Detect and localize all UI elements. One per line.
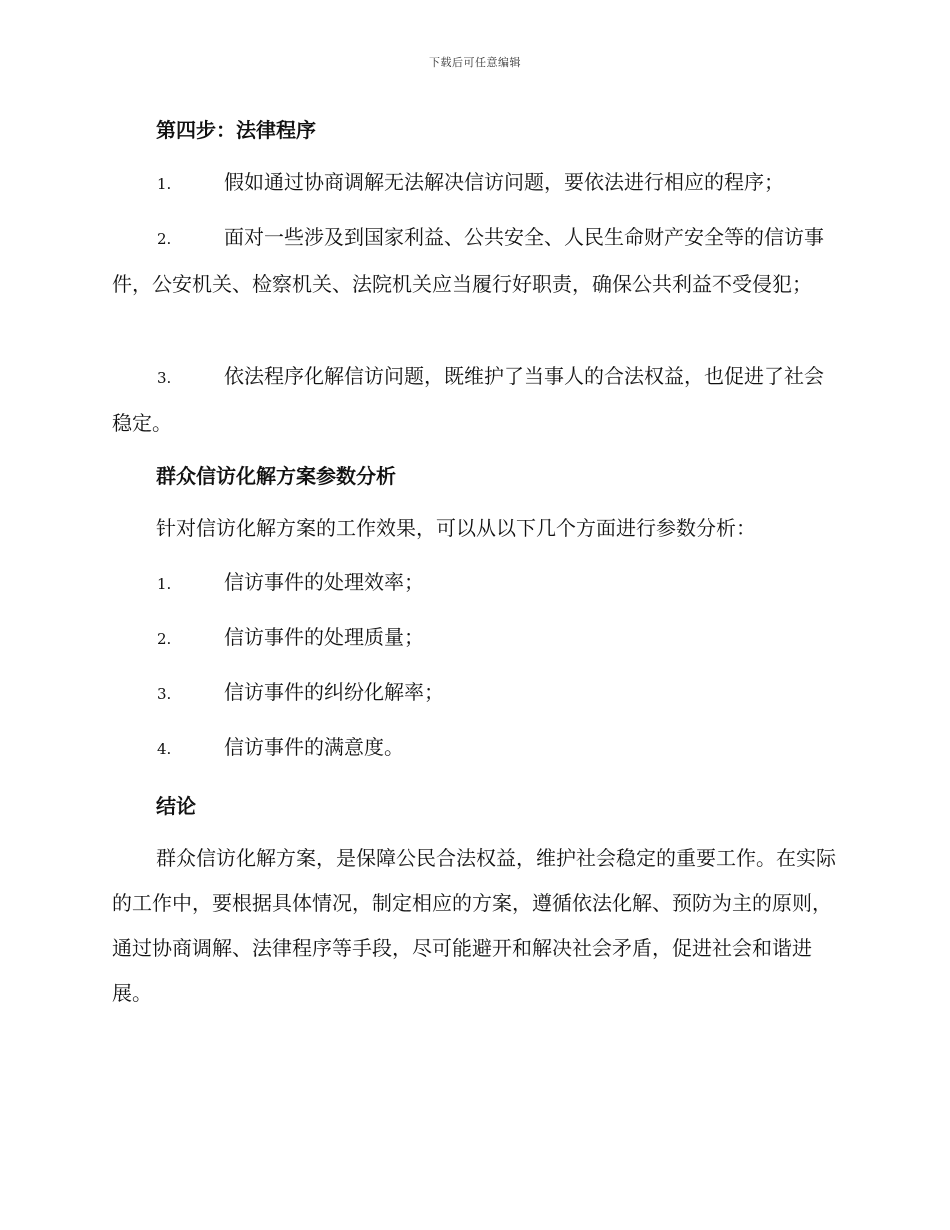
list-item-text: 信访事件的满意度。: [224, 735, 404, 759]
section-heading-analysis: 群众信访化解方案参数分析: [156, 464, 396, 488]
page-header: 下载后可任意编辑: [429, 56, 521, 69]
list-item: [112, 560, 837, 607]
list-item: [112, 354, 837, 446]
list-item-text: 假如通过协商调解无法解决信访问题，要依法进行相应的程序；: [224, 170, 784, 194]
list-item-number: 2.: [157, 630, 172, 648]
section-heading-conclusion: 结论: [156, 794, 196, 818]
list-item-number: 3.: [157, 369, 172, 387]
list-item: [112, 615, 837, 662]
list-item-number: 1.: [157, 175, 172, 193]
list-item-number: 2.: [157, 230, 172, 248]
list-item: [112, 215, 837, 307]
list-item-text: 信访事件的处理质量；: [224, 625, 424, 649]
list-item-text: 面对一些涉及到国家利益、公共安全、人民生命财产安全等的信访事件，公安机关、检察机关、法院机关应当履行好职责，确保公共利益不受侵犯；: [112, 225, 824, 296]
list-item-text: 信访事件的纠纷化解率；: [224, 680, 444, 704]
list-item-text: 依法程序化解信访问题，既维护了当事人的合法权益，也促进了社会稳定。: [112, 364, 824, 435]
section-heading-legal: 第四步：法律程序: [156, 118, 316, 142]
analysis-intro: 针对信访化解方案的工作效果，可以从以下几个方面进行参数分析：: [156, 516, 756, 540]
list-item: [112, 160, 837, 207]
list-item-text: 信访事件的处理效率；: [224, 570, 424, 594]
list-item: [112, 725, 837, 772]
list-item: [112, 670, 837, 717]
list-item-number: 3.: [157, 685, 172, 703]
conclusion-body: 群众信访化解方案，是保障公民合法权益，维护社会稳定的重要工作。在实际的工作中，要根据具体情况，制定相应的方案，遵循依法化解、预防为主的原则，通过协商调解、法律程序等手段，尽可能避开和解决社会矛盾，促进社会和谐进展。: [112, 846, 836, 1005]
list-item-number: 1.: [157, 575, 172, 593]
list-item-number: 4.: [157, 740, 172, 758]
